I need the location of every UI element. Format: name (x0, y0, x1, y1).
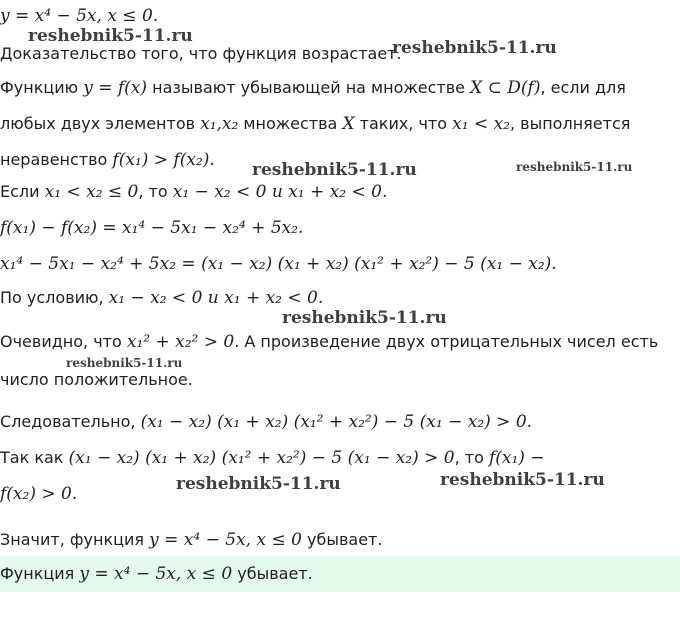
watermark: reshebnik5-11.ru (440, 470, 605, 490)
definition-line-2: любых двух элементов x₁,x₂ множества X таких, что x₁ < x₂, выполняется (0, 114, 631, 134)
function-definition (0, 4, 158, 28)
conclusion-line: Значит, функция y = x⁴ − 5x, x ≤ 0 убывает. (0, 530, 383, 550)
watermark: reshebnik5-11.ru (252, 160, 417, 180)
given-condition: По условию, x₁ − x₂ < 0 и x₁ + x₂ < 0. (0, 288, 324, 308)
condition-line: Если x₁ < x₂ ≤ 0, то x₁ − x₂ < 0 и x₁ + x₂ < 0. (0, 182, 388, 202)
consequently-line: Следовательно, (x₁ − x₂) (x₁ + x₂) (x₁² + x₂²) − 5 (x₁ − x₂) > 0. (0, 412, 533, 432)
definition-line-3: неравенство f(x₁) > f(x₂). (0, 150, 215, 170)
answer-text: Функция y = x⁴ − 5x, x ≤ 0 убывает. (0, 564, 313, 584)
since-line: Так как (x₁ − x₂) (x₁ + x₂) (x₁² + x₂²) − 5 (x₁ − x₂) > 0, то f(x₁) − (0, 448, 545, 468)
obvious-line: Очевидно, что x₁² + x₂² > 0. А произведение двух отрицательных чисел есть (0, 332, 659, 352)
watermark: reshebnik5-11.ru (28, 26, 193, 46)
formula: y = x⁴ − 5x, x ≤ 0. (0, 6, 159, 26)
since-line-continued: f(x₂) > 0. (0, 484, 78, 504)
watermark: reshebnik5-11.ru (392, 38, 557, 58)
watermark: reshebnik5-11.ru (66, 356, 183, 370)
difference-formula: f(x₁) − f(x₂) = x₁⁴ − 5x₁ − x₂⁴ + 5x₂. (0, 218, 304, 238)
factorization-formula: x₁⁴ − 5x₁ − x₂⁴ + 5x₂ = (x₁ − x₂) (x₁ + x₂) (x₁² + x₂²) − 5 (x₁ − x₂). (0, 254, 557, 274)
answer-box (0, 556, 680, 592)
definition-line-1: Функцию y = f(x) называют убывающей на множестве X ⊂ D(f), если для (0, 78, 626, 98)
proof-heading: Доказательство того, что функция возрастает. (0, 44, 402, 63)
watermark: reshebnik5-11.ru (516, 160, 633, 174)
positive-product-line: число положительное. (0, 370, 193, 389)
watermark: reshebnik5-11.ru (282, 308, 447, 328)
watermark: reshebnik5-11.ru (176, 474, 341, 494)
